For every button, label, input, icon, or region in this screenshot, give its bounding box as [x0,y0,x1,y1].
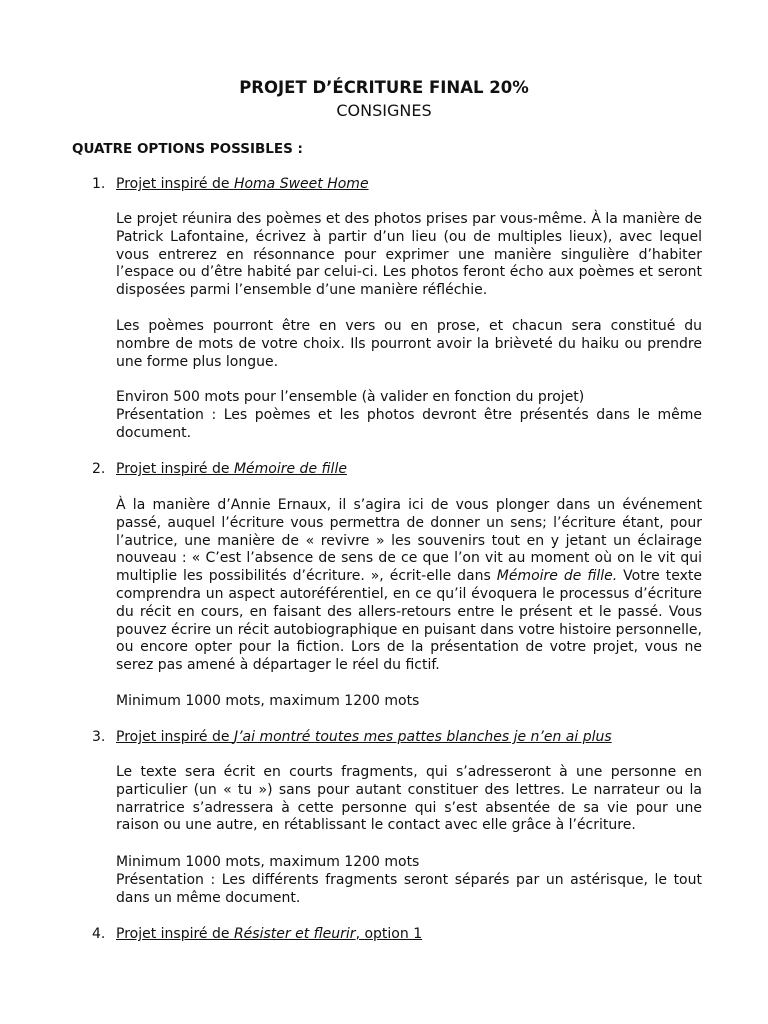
project-1-paragraph-1: Le projet réunira des poèmes et des photos prises par vous-même. À la manière de Patrick Lafontaine, écrivez à partir d’un lieu (ou de multiples lieux), avec lequel vous entrerez en résonnance pour exprimer une manière singulière d’habiter l’espace ou d’être habité par celui-ci. Les photos feront écho aux poèmes et seront disposées parmi l’ensemble d’une manière réfléchie. [116,211,702,299]
project-2-length: Minimum 1000 mots, maximum 1200 mots [116,693,420,709]
project-4-heading-text [116,926,422,942]
project-1-requirements [116,389,702,442]
project-1-work-title: Homa Sweet Home [233,176,369,192]
project-3-heading [92,729,612,747]
project-1-heading-prefix: Projet inspiré de [116,176,234,192]
project-2-paragraph-1-start: À la manière d’Annie Ernaux, il s’agira ici de vous plonger dans un événement passé, auquel l’écriture vous permettra de donner un sens; l’écriture étant, pour l’autrice, une manière de « revivre » les souvenirs tout en y jetant un éclairage nouveau : « C’est l’absence de sens de ce que l’on vit au moment où on le vit qui multiplie les possibilités d’écriture. », écrit-elle dans [116,497,702,585]
project-3-requirements [116,854,702,907]
options-heading: QUATRE OPTIONS POSSIBLES : [72,141,303,157]
project-1-heading-text [116,176,369,192]
project-3-heading-prefix: Projet inspiré de [116,729,234,745]
project-2-number: 2. [92,461,106,477]
project-1-length: Environ 500 mots pour l’ensemble (à valider en fonction du projet) [116,389,585,405]
project-1-heading [92,176,369,194]
project-1-number: 1. [92,176,106,192]
project-4-number: 4. [92,926,106,942]
project-3-number: 3. [92,729,106,745]
project-3-presentation: Présentation : Les différents fragments seront séparés par un astérisque, le tout dans un même document. [116,871,702,906]
project-3-length: Minimum 1000 mots, maximum 1200 mots [116,854,420,870]
project-3-heading-text [116,729,612,745]
project-1-presentation: Présentation : Les poèmes et les photos devront être présentés dans le même document. [116,406,702,441]
project-4-work-title: Résister et fleurir [233,926,356,942]
project-2-heading-text [116,461,347,477]
project-2-work-citation: Mémoire de fille. [496,568,618,585]
project-4-heading-suffix: , option 1 [355,926,423,942]
project-2-paragraph-1-end: Votre texte comprendra un aspect autoréférentiel, en ce qu’il évoquera le processus d’écriture du récit en cours, en faisant des allers-retours entre le présent et le passé. Vous pouvez écrire un récit autobiographique en puisant dans votre histoire personnelle, ou encore opter pour la fiction. Lors de la présentation de votre projet, vous ne serez pas amené à départager le réel du fictif. [116,568,702,674]
project-4-heading [92,926,423,944]
project-2-work-title: Mémoire de fille [233,461,347,477]
document-subtitle: CONSIGNES [336,101,432,120]
project-3-paragraph-1: Le texte sera écrit en courts fragments, qui s’adresseront à une personne en particulier (un « tu ») sans pour autant constituer des lettres. Le narrateur ou la narratrice s’adressera à cette personne qui s’est absentée de sa vie pour une raison ou une autre, en rétablissant le contact avec elle grâce à l’écriture. [116,764,702,834]
project-3-work-title: J’ai montré toutes mes pattes blanches je n’en ai plus [233,729,612,745]
project-4-heading-prefix: Projet inspiré de [116,926,234,942]
project-2-heading-prefix: Projet inspiré de [116,461,234,477]
project-2-paragraph-1 [116,497,702,675]
project-2-heading [92,461,347,479]
document-title: PROJET D’ÉCRITURE FINAL 20% [239,78,529,97]
project-1-paragraph-2: Les poèmes pourront être en vers ou en prose, et chacun sera constitué du nombre de mots de votre choix. Ils pourront avoir la brièveté du haiku ou prendre une forme plus longue. [116,318,702,370]
